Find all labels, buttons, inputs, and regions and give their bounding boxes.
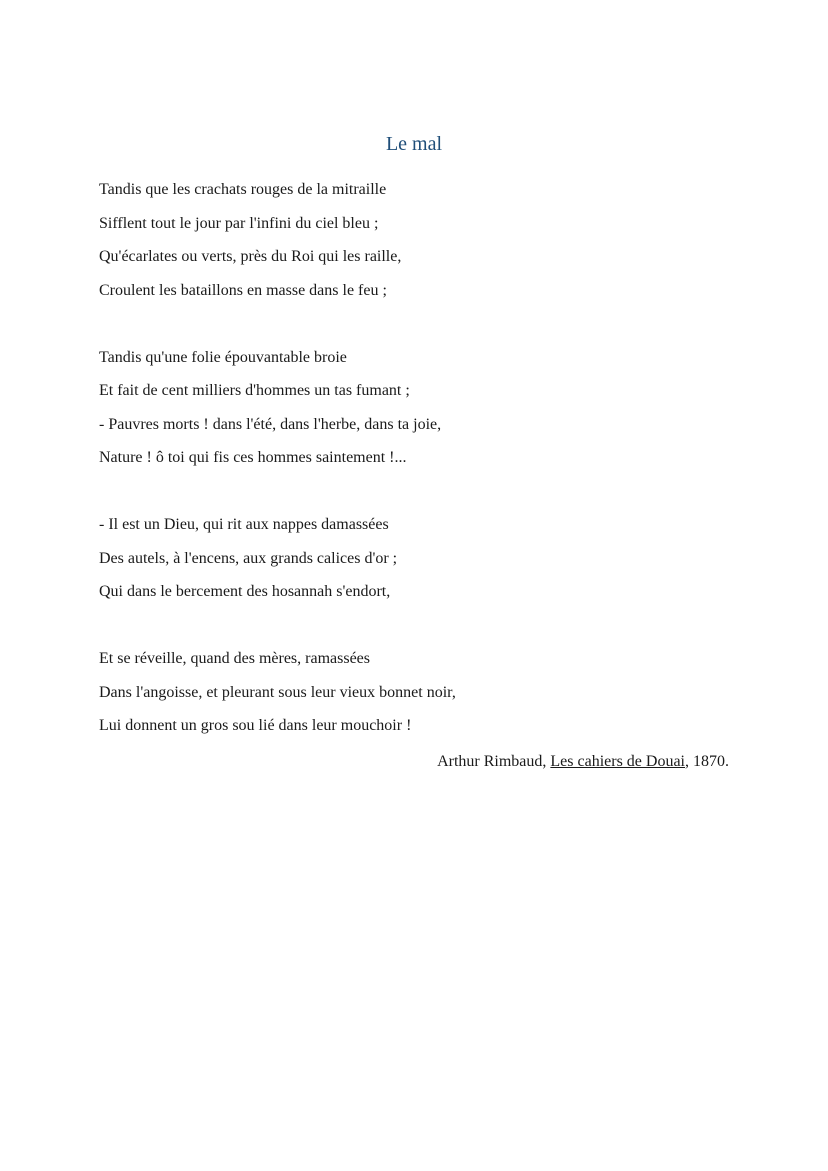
attribution-author: Arthur Rimbaud, [437, 753, 551, 770]
attribution-work-title: Les cahiers de Douai [550, 753, 685, 770]
stanza-2 [99, 341, 749, 475]
stanza-3 [99, 508, 749, 609]
stanza-1 [99, 173, 749, 307]
poem-line: Qui dans le bercement des hosannah s'endort, [99, 583, 391, 600]
poem-line: - Il est un Dieu, qui rit aux nappes damassées [99, 516, 389, 533]
poem-line: Tandis que les crachats rouges de la mitraille [99, 181, 387, 198]
poem-line: Et se réveille, quand des mères, ramassées [99, 650, 371, 667]
poem-line: Sifflent tout le jour par l'infini du ciel bleu ; [99, 214, 379, 232]
poem-line: Nature ! ô toi qui fis ces hommes saintement !... [99, 449, 407, 466]
poem-line: Lui donnent un gros sou lié dans leur mouchoir ! [99, 717, 412, 734]
stanza-4 [99, 642, 749, 743]
poem-line: Croulent les bataillons en masse dans le feu ; [99, 281, 387, 299]
attribution [0, 749, 729, 775]
poem-line: Qu'écarlates ou verts, près du Roi qui les raille, [99, 248, 402, 265]
poem-line: Tandis qu'une folie épouvantable broie [99, 348, 347, 366]
poem-line: - Pauvres morts ! dans l'été, dans l'herbe, dans ta joie, [99, 415, 442, 433]
poem-body [99, 173, 749, 743]
poem-title: Le mal [385, 133, 443, 155]
poem-line: Et fait de cent milliers d'hommes un tas fumant ; [99, 382, 410, 399]
poem-line: Dans l'angoisse, et pleurant sous leur vieux bonnet noir, [99, 683, 456, 701]
poem-line: Des autels, à l'encens, aux grands calices d'or ; [99, 549, 398, 567]
attribution-year: , 1870. [685, 753, 729, 770]
